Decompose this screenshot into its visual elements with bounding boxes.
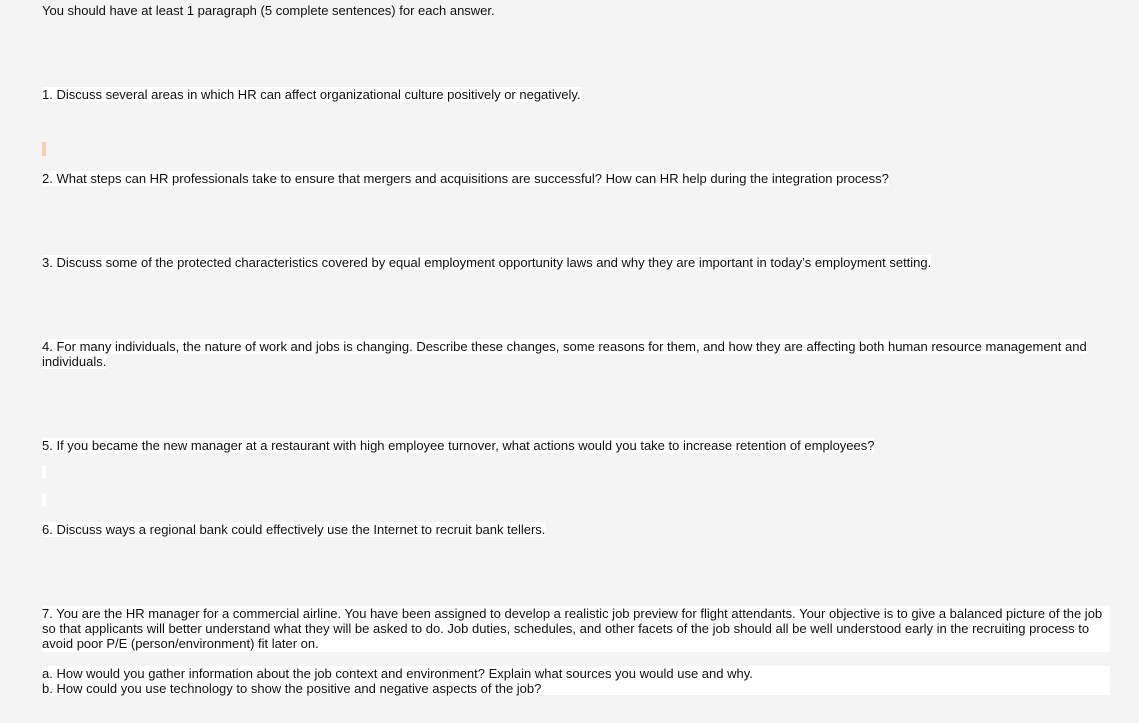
question-1: 1. Discuss several areas in which HR can affect organizational culture positively or negatively. bbox=[42, 87, 581, 102]
question-2: 2. What steps can HR professionals take to ensure that mergers and acquisitions are successful? How can HR help during the integration process? bbox=[42, 171, 889, 186]
empty-line-marker bbox=[42, 465, 46, 479]
question-4-line-1: 4. For many individuals, the nature of work and jobs is changing. Describe these changes, some reasons for them, and how they are affecting both human resource management and bbox=[42, 339, 1087, 354]
question-7-subquestions bbox=[42, 666, 1110, 695]
question-5: 5. If you became the new manager at a restaurant with high employee turnover, what actions would you take to increase retention of employees? bbox=[42, 438, 875, 453]
question-7-line-3: avoid poor P/E (person/environment) fit later on. bbox=[42, 636, 319, 651]
intro-text: You should have at least 1 paragraph (5 complete sentences) for each answer. bbox=[42, 3, 495, 18]
question-7 bbox=[42, 606, 1110, 652]
cursor-mark bbox=[42, 142, 46, 156]
question-4-line-2: individuals. bbox=[42, 354, 107, 369]
question-7-line-2: so that applicants will better understand what they will be asked to do. Job duties, schedules, and other facets of the job should all be well understood early in the recruiting process to bbox=[42, 621, 1090, 636]
empty-line-marker bbox=[42, 493, 46, 507]
subquestion-b: b. How could you use technology to show the positive and negative aspects of the job? bbox=[42, 681, 542, 696]
question-3: 3. Discuss some of the protected characteristics covered by equal employment opportunity laws and why they are important in today’s employment setting. bbox=[42, 255, 932, 270]
question-7-line-1: 7. You are the HR manager for a commercial airline. You have been assigned to develop a realistic job preview for flight attendants. Your objective is to give a balanced picture of the job bbox=[42, 606, 1103, 621]
question-6: 6. Discuss ways a regional bank could effectively use the Internet to recruit bank tellers. bbox=[42, 522, 546, 537]
subquestion-a: a. How would you gather information about the job context and environment? Explain what sources you would use and why. bbox=[42, 666, 753, 681]
